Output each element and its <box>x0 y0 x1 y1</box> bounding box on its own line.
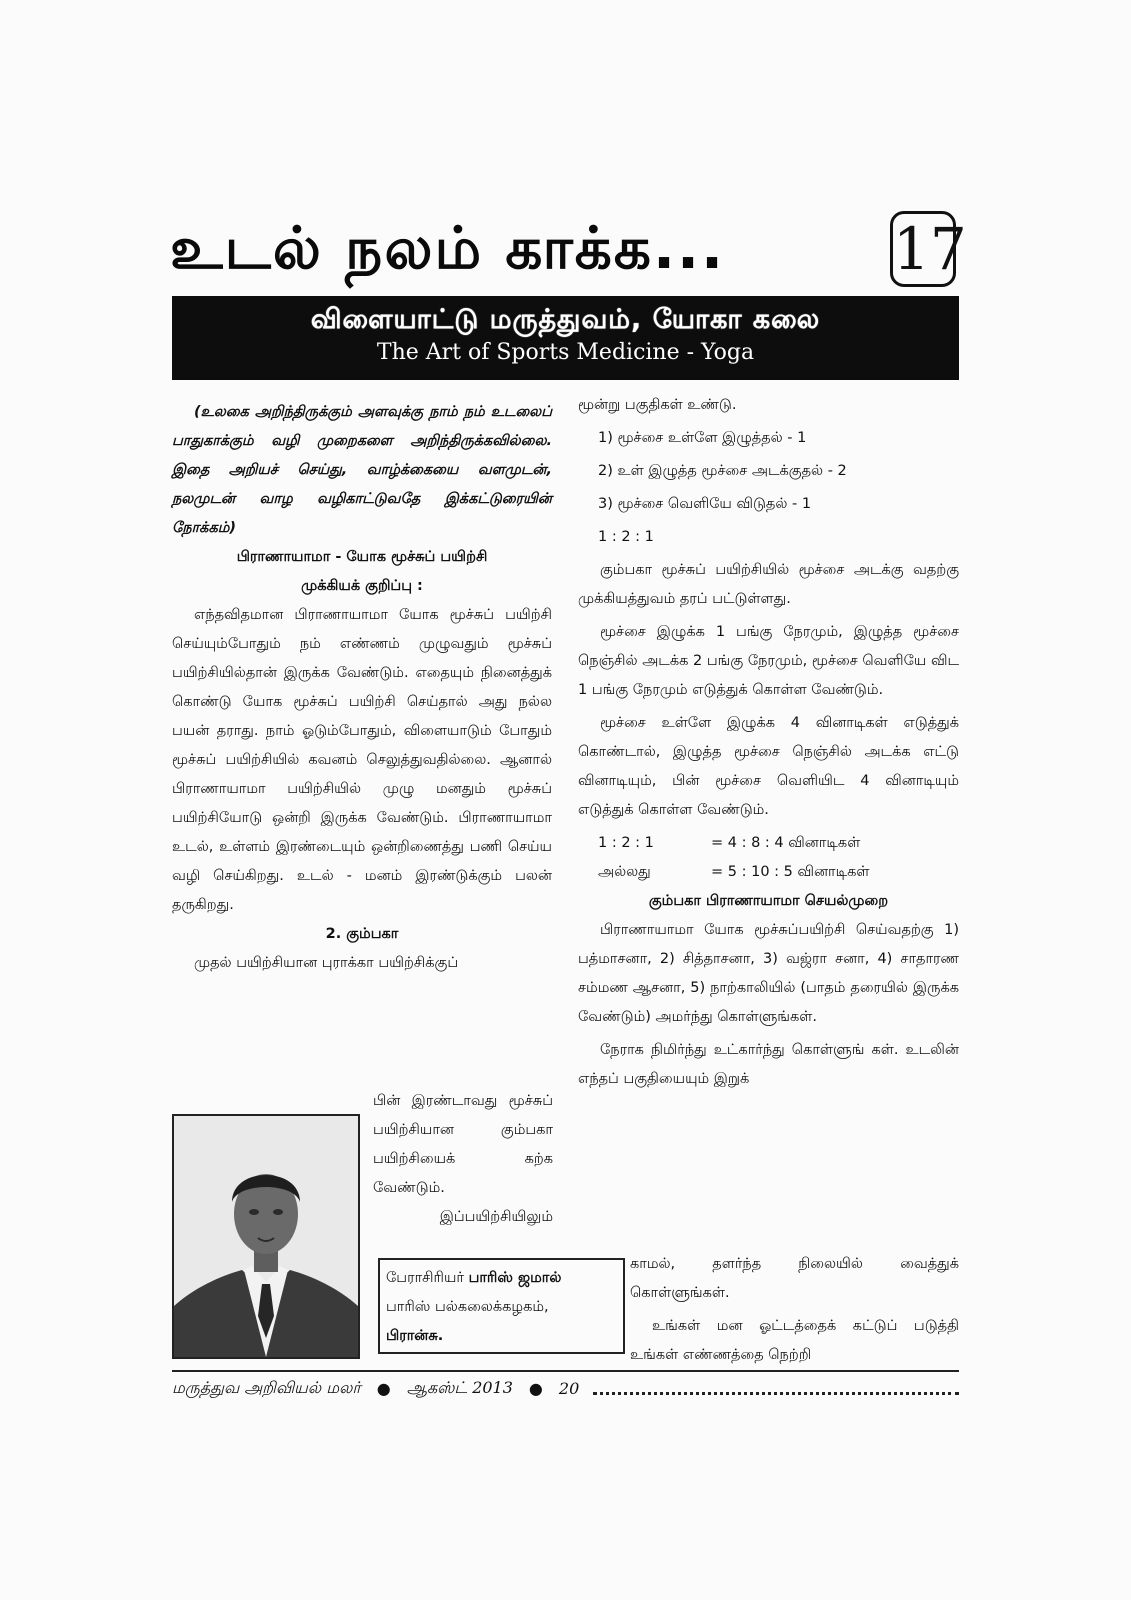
author-name: பாரிஸ் ஜமால் <box>468 1270 562 1286</box>
right-column-tail <box>630 1250 959 1370</box>
right-paragraph-3: மூச்சை உள்ளே இழுக்க 4 வினாடிகள் எடுத்துக் கொண்டால், இழுத்த மூச்சை நெஞ்சில் அடக்க எட்டு வினாடியும், பின் மூச்சை வெளியிட 4 வினாடியும் எடுத்துக் கொள்ள வேண்டும். <box>578 715 959 818</box>
paragraph-start: முதல் பயிற்சியான புராக்கா பயிற்சிக்குப் <box>194 955 459 971</box>
footer-month-year: ஆகஸ்ட் 2013 <box>406 1378 513 1397</box>
subtitle-tamil: விளையாட்டு மருத்துவம், யோகா கலை <box>310 304 821 335</box>
right-paragraph-6: உங்கள் மன ஓட்டத்தைக் கட்டுப் படுத்தி உங்கள் எண்ணத்தை நெற்றி <box>630 1318 959 1363</box>
wrap-paragraph: பின் இரண்டாவது மூச்சுப் பயிற்சியான கும்பகா பயிற்சியைக் கற்க வேண்டும். <box>373 1093 553 1196</box>
page-title: உடல் நலம் காக்க... <box>170 214 726 282</box>
right-column <box>578 391 959 1094</box>
ratio-label: அல்லது <box>598 864 651 880</box>
author-country: பிரான்சு. <box>386 1328 444 1344</box>
note-heading: முக்கியக் குறிப்பு : <box>301 578 423 594</box>
author-affiliation: பாரிஸ் பல்கலைக்கழகம், <box>386 1299 549 1315</box>
section-heading: பிராணாயாமா - யோக மூச்சுப் பயிற்சி <box>236 549 488 565</box>
right-paragraph-4: பிராணாயாமா யோக மூச்சுப்பயிற்சி செய்வதற்கு 1) பத்மாசனா, 2) சித்தாசனா, 3) வஜ்ரா சனா, 4) சாதாரண சம்மண ஆசனா, 5) நாற்காலியில் (பாதம் தரையில் இருக்க வேண்டும்) அமர்ந்து கொள்ளுங்கள். <box>578 922 959 1025</box>
right-paragraph-2: மூச்சை இழுக்க 1 பங்கு நேரமும், இழுத்த மூச்சை நெஞ்சில் அடக்க 2 பங்கு நேரமும், மூச்சை வெளியே விட 1 பங்கு நேரமும் எடுத்துக் கொள்ள வேண்டும். <box>578 624 959 698</box>
author-title: பேராசிரியர் <box>386 1270 469 1286</box>
ratio-value: = 5 : 10 : 5 வினாடிகள் <box>711 864 870 880</box>
issue-number-badge: 17 <box>890 211 956 287</box>
footer-dotted-leader <box>593 1382 959 1395</box>
step-item-1: 1) மூச்சை உள்ளே இழுத்தல் - 1 <box>598 430 807 446</box>
wrap-text-column <box>373 1087 553 1232</box>
right-paragraph-1: கும்பகா மூச்சுப் பயிற்சியில் மூச்சை அடக்கு வதற்கு முக்கியத்துவம் தரப் பட்டுள்ளது. <box>578 562 959 607</box>
right-paragraph-5-head: நேராக நிமிர்ந்து உட்கார்ந்து கொள்ளுங் கள். உடலின் எந்தப் பகுதியையும் இறுக் <box>578 1042 959 1087</box>
ratio-label: 1 : 2 : 1 <box>598 835 654 851</box>
footer-page-number: 20 <box>558 1379 580 1398</box>
ratio-row <box>578 858 959 887</box>
ratio-line: 1 : 2 : 1 <box>598 529 654 545</box>
author-box <box>378 1258 625 1354</box>
kumbhaka-subheading: 2. கும்பகா <box>325 926 399 942</box>
footer-magazine: மருத்துவ அறிவியல் மலர் <box>172 1378 361 1397</box>
wrap-last-line: இப்பயிற்சியிலும் <box>439 1209 553 1225</box>
footer-bullet: ● <box>528 1379 543 1398</box>
procedure-heading: கும்பகா பிராணாயாமா செயல்முறை <box>648 893 889 909</box>
step-item-2: 2) உள் இழுத்த மூச்சை அடக்குதல் - 2 <box>598 463 847 479</box>
body-paragraph: எந்தவிதமான பிராணாயாமா யோக மூச்சுப் பயிற்சி செய்யும்போதும் நம் எண்ணம் முழுவதும் மூச்சுப் பயிற்சியில்தான் இருக்க வேண்டும். எதையும் நினைத்துக் கொண்டு யோக மூச்சுப் பயிற்சி செய்தால் அது நல்ல பயன் தராது. நாம் ஓடும்போதும், விளையாடும் போதும் மூச்சுப் பயிற்சியில் கவனம் செலுத்துவதில்லை. ஆனால் பிராணாயாமா பயிற்சியில் முழு மனதும் மூச்சுப் பயிற்சியோடு ஒன்றி இருக்க வேண்டும். பிராணாயாமா உடல், உள்ளம் இரண்டையும் ஒன்றிணைத்து பணி செய்ய வழி செய்கிறது. உடல் - மனம் இரண்டுக்கும் பலன் தருகிறது. <box>172 607 552 913</box>
page-footer <box>172 1370 959 1399</box>
right-lead: மூன்று பகுதிகள் உண்டு. <box>578 397 737 413</box>
subtitle-english: The Art of Sports Medicine - Yoga <box>376 340 755 365</box>
intro-paragraph: (உலகை அறிந்திருக்கும் அளவுக்கு நாம் நம் உடலைப் பாதுகாக்கும் வழி முறைகளை அறிந்திருக்கவில்லை. இதை அறியச் செய்து, வாழ்க்கையை வளமுடன், நலமுடன் வாழ வழிகாட்டுவதே இக்கட்டுரையின் நோக்கம்) <box>172 404 552 536</box>
footer-bullet: ● <box>376 1379 391 1398</box>
author-portrait-image <box>174 1116 358 1357</box>
step-item-3: 3) மூச்சை வெளியே விடுதல் - 1 <box>598 496 812 512</box>
author-photo <box>172 1114 360 1359</box>
subtitle-banner <box>172 296 959 380</box>
ratio-value: = 4 : 8 : 4 வினாடிகள் <box>711 835 861 851</box>
right-paragraph-5-tail: காமல், தளர்ந்த நிலையில் வைத்துக் கொள்ளுங்கள். <box>630 1256 959 1301</box>
left-column <box>172 398 552 978</box>
author-line-1 <box>386 1264 617 1293</box>
ratio-row <box>578 829 959 858</box>
